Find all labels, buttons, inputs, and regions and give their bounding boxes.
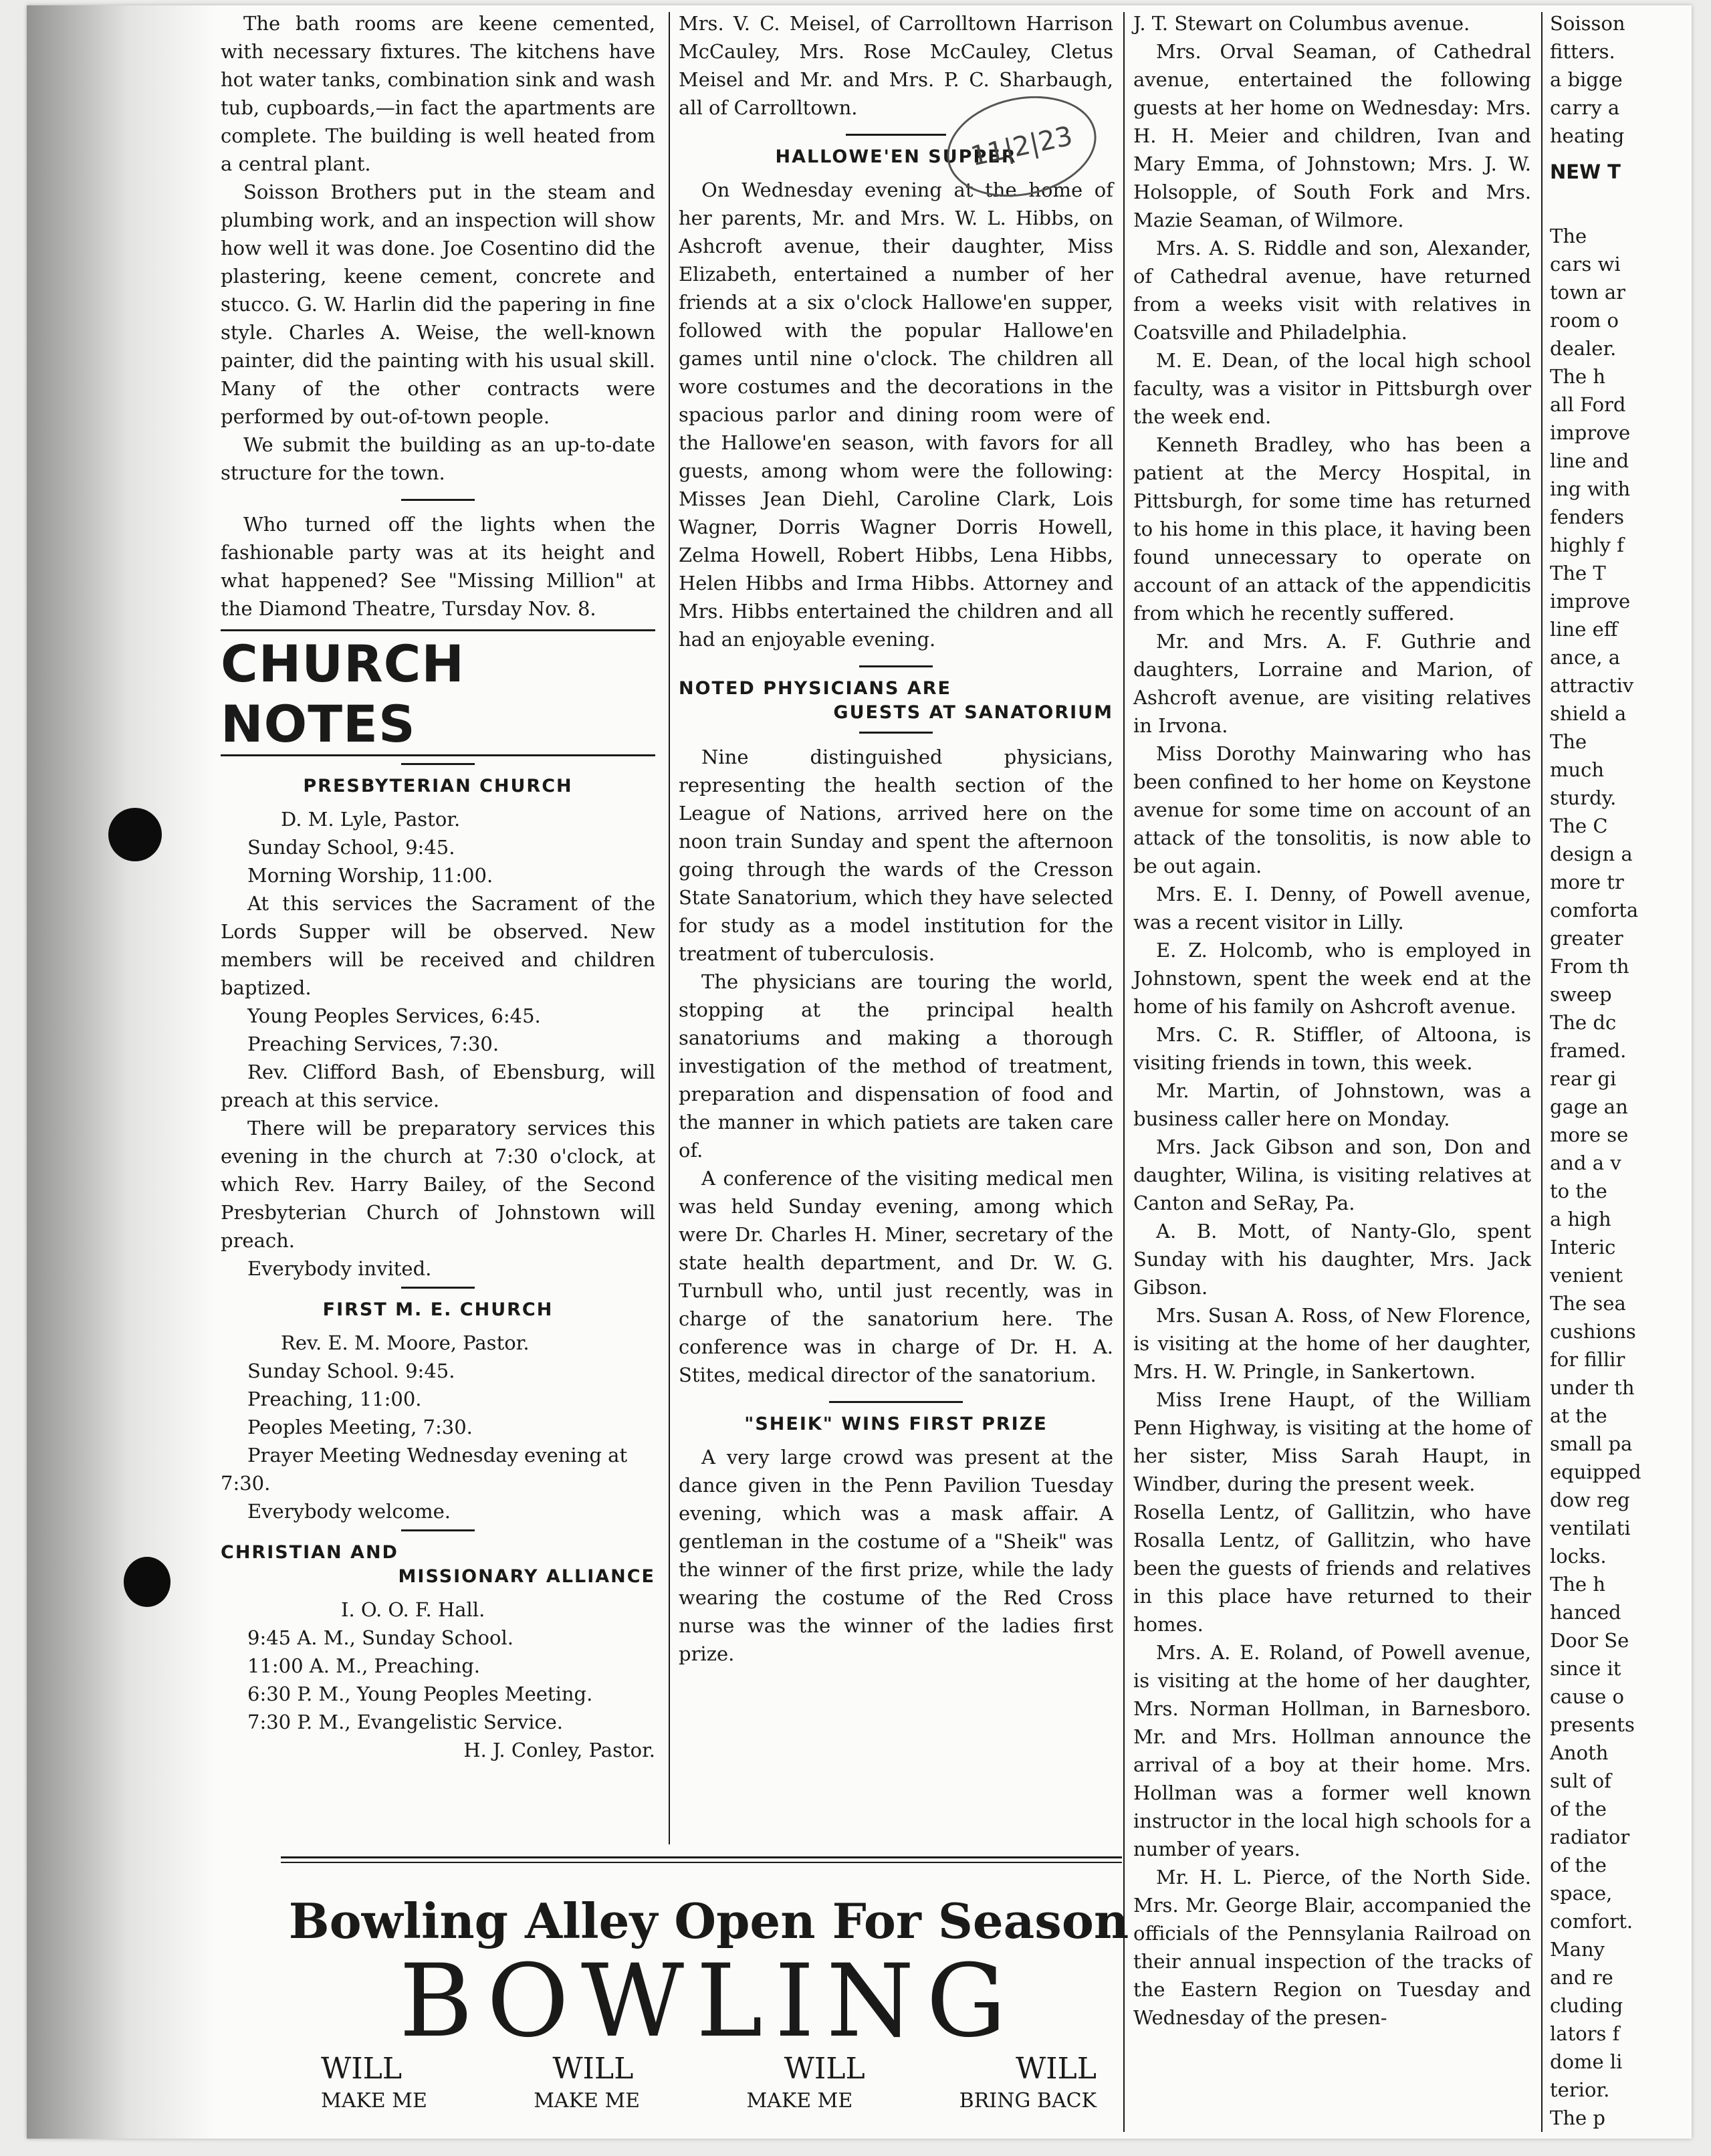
clipped-line: highly f [1550,534,1624,556]
clipped-line: improve [1550,421,1631,444]
schedule-line: Sunday School, 9:45. [247,836,455,859]
clipped-line: fitters. [1550,40,1615,63]
ad-make: BRING BACK [959,2089,1097,2113]
clipped-line: Door Se [1550,1629,1629,1652]
article-paragraph: Kenneth Bradley, who has been a patient at the Mercy Hospital, in Pittsburgh, for some time has returned to his home in this place, it having been found unnecessary to operate on account of an attack of the appendicitis from which he recently suffered. [1133,433,1531,625]
clipped-line: The T [1550,562,1606,584]
article-paragraph: J. T. Stewart on Columbus avenue. [1133,12,1470,35]
clipped-line: venient [1550,1264,1623,1287]
clipped-line: terior. [1550,2078,1610,2101]
punch-hole-2 [124,1557,170,1607]
clipped-line: The h [1550,365,1606,388]
first-me-section [221,1329,655,1525]
article-paragraph: Nine distinguished physicians, representing the health section of the League of Nations, arrived here on the noon train Sunday and spent the afternoon going through the wards of the Cresson State Sanatorium, which they have selected for study as a model institution for the treatment of tuberculosis. [679,746,1113,965]
first-me-heading: FIRST M. E. CHURCH [322,1299,554,1320]
clipped-line: NEW T [1550,160,1621,183]
column-rule-2 [1123,12,1125,2132]
clipped-line: comfort. [1550,1910,1633,1933]
handwritten-date-stamp: 11|2|23 [937,83,1105,210]
clipped-line: gage an [1550,1095,1628,1118]
divider [221,629,655,631]
schedule-line: 11:00 A. M., Preaching. [247,1654,480,1677]
clipped-line [1550,194,1684,222]
column-rule-3 [1541,12,1543,2132]
schedule-line: Young Peoples Services, 6:45. [247,1004,541,1027]
clipped-line: sult of [1550,1769,1611,1792]
article-paragraph: E. Z. Holcomb, who is employed in Johnstown, spent the week end at the home of his family on Ashcroft avenue. [1133,939,1531,1018]
ad-make: MAKE ME [321,2089,427,2113]
halloween-heading: HALLOWE'EN SUPPER [775,146,1017,167]
clipped-line: all Ford [1550,393,1626,416]
article-paragraph: A very large crowd was present at the dance given in the Penn Pavilion Tuesday evening, which was a mask affair. A gentleman in the costume of a "Sheik" was the winner of the first prize, while the lady wearing the costume of the Red Cross nurse was the winner of the ladies first prize. [679,1446,1113,1665]
alliance-heading-1: CHRISTIAN AND [221,1542,398,1563]
clipped-line: lators f [1550,2022,1620,2045]
clipped-line: Soisson [1550,12,1625,35]
clipped-line: ventilati [1550,1517,1631,1539]
article-paragraph: The physicians are touring the world, stopping at the principal health sanatoriums and making a thorough investigation of the method of treatment, preparation and dispensation of food and the manner in which patiets are taken care of. [679,970,1113,1162]
ad-will: WILL [552,2052,634,2086]
article-paragraph: Mrs. V. C. Meisel, of Carrolltown Harrison McCauley, Mrs. Rose McCauley, Cletus Meisel and Mr. and Mrs. P. C. Sharbaugh, all of Carrolltown. [679,12,1113,119]
schedule-line: Peoples Meeting, 7:30. [247,1416,473,1438]
clipped-line: cushions [1550,1320,1636,1343]
column-rule-1 [669,12,670,1844]
clipped-line: and a v [1550,1152,1621,1174]
divider [401,1287,475,1289]
clipped-line: heating [1550,124,1625,147]
clipped-line: a high [1550,1208,1611,1230]
article-paragraph: On Wednesday evening at the home of her parents, Mr. and Mrs. W. L. Hibbs, on Ashcroft avenue, their daughter, Miss Elizabeth, entertained a number of her friends at a six o'clock Hallowe'en supper, followed with the popular Hallowe'en games until nine o'clock. The children all wore costumes and the decorations in the spacious parlor and dining room were of the Hallowe'en season, with favors for all guests, among whom were the following: Misses Jean Diehl, Caroline Clark, Lois Wagner, Dorris Wagner Dorris Howell, Zelma Howell, Robert Hibbs, Lena Hibbs, Helen Hibbs and Irma Hibbs. Attorney and Mrs. Hibbs entertained the children and all had an enjoyable evening. [679,179,1113,651]
clipped-line: Many [1550,1938,1605,1961]
clipped-line: for fillir [1550,1348,1625,1371]
clipped-line: dealer. [1550,337,1617,360]
column-4-clipped [1550,9,1684,2132]
clipped-line: The h [1550,1573,1606,1596]
article-paragraph: Rev. Clifford Bash, of Ebensburg, will preach at this service. [221,1061,655,1111]
article-paragraph: Mrs. A. S. Riddle and son, Alexander, of Cathedral avenue, have returned from a weeks visit with relatives in Coatsville and Philadelphia. [1133,237,1531,344]
clipped-line: shield a [1550,702,1627,725]
clipped-line: locks. [1550,1545,1607,1568]
clipped-line: equipped [1550,1461,1641,1483]
schedule-line: H. J. Conley, Pastor. [463,1739,655,1761]
ad-make-row [281,2086,1137,2116]
ad-rule-top-2 [281,1862,1122,1863]
divider [859,665,933,667]
clipped-line: Interic [1550,1236,1616,1259]
clipped-line: much [1550,758,1605,781]
schedule-line: Morning Worship, 11:00. [247,864,493,887]
clipped-line: The [1550,730,1587,753]
article-paragraph: Mrs. A. E. Roland, of Powell avenue, is visiting at the home of her daughter, Mrs. Norman Hollman, in Barnesboro. Mr. and Mrs. Hollman announce the arrival of a boy at their home. Mrs. Hollman was a former well known instructor in the local high schools for a number of years. [1133,1641,1531,1860]
ad-make: MAKE ME [746,2089,853,2113]
ad-will: WILL [321,2052,403,2086]
article-paragraph: Mrs. Jack Gibson and son, Don and daughter, Wilina, is visiting relatives at Canton and SeRay, Pa. [1133,1136,1531,1214]
divider [401,763,475,765]
church-notes-title: CHURCH NOTES [221,634,465,754]
presbyterian-heading: PRESBYTERIAN CHURCH [303,776,573,796]
article-paragraph: Miss Irene Haupt, of the William Penn Highway, is visiting at the home of her sister, Miss Sarah Haupt, in Windber, during the present week. [1133,1388,1531,1495]
article-paragraph: Mr. Martin, of Johnstown, was a business caller here on Monday. [1133,1079,1531,1130]
clipped-line: of the [1550,1854,1607,1876]
clipped-line: comforta [1550,899,1639,922]
clipped-line: The [1550,225,1587,247]
clipped-line: cause o [1550,1685,1624,1708]
clipped-line: line eff [1550,618,1618,641]
article-paragraph: At this services the Sacrament of the Lords Supper will be observed. New members will be received and children baptized. [221,892,655,999]
clipped-line: more se [1550,1123,1629,1146]
article-paragraph: Mrs. E. I. Denny, of Powell avenue, was a recent visitor in Lilly. [1133,883,1531,934]
article-paragraph: Mrs. C. R. Stiffler, of Altoona, is visiting friends in town, this week. [1133,1023,1531,1074]
clipped-line: and re [1550,1966,1613,1989]
schedule-line: Everybody invited. [247,1257,432,1280]
physicians-heading-1: NOTED PHYSICIANS ARE [679,678,951,699]
article-paragraph: Rosella Lentz, of Gallitzin, who have Rosalla Lentz, of Gallitzin, who have been the guests of friends and relatives in this place have returned to their homes. [1133,1501,1531,1636]
schedule-line: Prayer Meeting Wednesday evening at 7:30. [221,1444,628,1495]
clipped-line: space, [1550,1882,1613,1905]
ad-rule-top [281,1856,1122,1858]
clipped-line: The dc [1550,1011,1617,1034]
clipped-line: more tr [1550,871,1624,893]
schedule-line: I. O. O. F. Hall. [341,1598,485,1621]
clipped-line: ing with [1550,477,1631,500]
schedule-line: D. M. Lyle, Pastor. [281,808,461,831]
clipped-line: The p [1550,2107,1605,2129]
clipped-line: attractiv [1550,674,1634,697]
scan-shadow [27,5,214,2139]
column-3 [1133,9,1531,2032]
clipped-line: at the [1550,1404,1607,1427]
clipped-line: cars wi [1550,253,1621,276]
divider [401,499,475,501]
article-paragraph: Mrs. Orval Seaman, of Cathedral avenue, entertained the following guests at her home on Wednesday: Mrs. H. H. Meier and children, Ivan and Mary Emma, of Johnstown; Mrs. J. W. Holsopple, of South Fork and Mrs. Mazie Seaman, of Wilmore. [1133,40,1531,231]
clipped-line: cluding [1550,1994,1623,2017]
clipped-line: carry a [1550,96,1620,119]
punch-hole-1 [108,808,162,861]
clipped-line: improve [1550,590,1631,613]
clipped-line: fenders [1550,506,1625,528]
article-paragraph: There will be preparatory services this evening in the church at 7:30 o'clock, at which Rev. Harry Bailey, of the Second Presbyterian Church of Johnstown will preach. [221,1117,655,1252]
schedule-line: 7:30 P. M., Evangelistic Service. [247,1711,564,1733]
clipped-line: of the [1550,1798,1607,1820]
article-paragraph: Mr. and Mrs. A. F. Guthrie and daughters, Lorraine and Marion, of Ashcroft avenue, are visiting relatives in Irvona. [1133,630,1531,737]
presbyterian-section [221,805,655,1283]
clipped-line: From th [1550,955,1629,978]
ad-will: WILL [1015,2052,1097,2086]
sheik-heading: "SHEIK" WINS FIRST PRIZE [744,1414,1048,1434]
article-paragraph: The bath rooms are keene cemented, with necessary fixtures. The kitchens have hot water tanks, combination sink and wash tub, cupboards,—in fact the apartments are complete. The building is well heated from a central plant. [221,12,655,175]
clipped-line: hanced [1550,1601,1621,1624]
alliance-section [221,1596,655,1764]
clipped-line: radiator [1550,1826,1630,1848]
clipped-line: under th [1550,1376,1635,1399]
article-paragraph: Miss Dorothy Mainwaring who has been confined to her home on Keystone avenue for some time on account of an attack of the tonsolitis, is now able to be out again. [1133,742,1531,877]
ad-bowling-word: BOWLING [398,1943,1019,2060]
divider [846,134,946,136]
schedule-line: 9:45 A. M., Sunday School. [247,1626,514,1649]
schedule-line: Preaching, 11:00. [247,1388,422,1410]
article-paragraph: A conference of the visiting medical men was held Sunday evening, among which were Dr. Charles H. Miner, secretary of the state health department, and Dr. W. G. Turnbull who, until just recently, was in charge of the sanatorium here. The conference was in charge of Dr. H. A. Stites, medical director of the sanatorium. [679,1167,1113,1386]
ad-title: Bowling Alley Open For Season [288,1893,1129,1949]
clipped-line: line and [1550,449,1629,472]
notice-paragraph: Who turned off the lights when the fashionable party was at its height and what happened? See "Missing Million" at the Diamond Theatre, Tursday Nov. 8. [221,513,655,620]
schedule-line: Sunday School. 9:45. [247,1360,455,1382]
schedule-line: Everybody welcome. [247,1500,451,1523]
clipped-line: a bigge [1550,68,1623,91]
clipped-line: The sea [1550,1292,1626,1315]
clipped-line: greater [1550,927,1623,950]
clipped-line: since it [1550,1657,1621,1680]
article-paragraph: M. E. Dean, of the local high school faculty, was a visitor in Pittsburgh over the week end. [1133,349,1531,428]
clipped-line: dow reg [1550,1489,1630,1511]
divider [221,754,655,756]
column-2 [679,9,1113,1668]
clipped-line: framed. [1550,1039,1627,1062]
clipped-line: ance, a [1550,646,1621,669]
schedule-line: 6:30 P. M., Young Peoples Meeting. [247,1683,593,1705]
clipped-line: Anoth [1550,1741,1609,1764]
clipped-line: small pa [1550,1432,1633,1455]
schedule-line: Rev. E. M. Moore, Pastor. [281,1331,530,1354]
newspaper-page [27,5,1692,2139]
divider [829,1401,963,1403]
article-paragraph: Mrs. Susan A. Ross, of New Florence, is visiting at the home of her daughter, Mrs. H. W. Pringle, in Sankertown. [1133,1304,1531,1383]
clipped-line: sweep [1550,983,1612,1006]
clipped-line: room o [1550,309,1619,332]
clipped-line: The C [1550,815,1608,837]
clipped-line: rear gi [1550,1067,1617,1090]
ad-make: MAKE ME [534,2089,641,2113]
bowling-ad [281,1878,1137,2125]
article-paragraph: We submit the building as an up-to-date structure for the town. [221,433,655,484]
article-paragraph: Mr. H. L. Pierce, of the North Side. Mrs. Mr. George Blair, accompanied the officials of the Pennsylania Railroad on their annual inspection of the tracks of the Eastern Region on Tuesday and Wednesday of the presen- [1133,1866,1531,2029]
clipped-line: design a [1550,843,1633,865]
clipped-line: presents [1550,1713,1635,1736]
schedule-line: Preaching Services, 7:30. [247,1033,499,1055]
clipped-line: dome li [1550,2050,1623,2073]
article-paragraph: A. B. Mott, of Nanty-Glo, spent Sunday with his daughter, Mrs. Jack Gibson. [1133,1220,1531,1299]
clipped-line: town ar [1550,281,1625,304]
divider [859,732,933,734]
physicians-heading-2: GUESTS AT SANATORIUM [833,702,1113,723]
article-paragraph: Soisson Brothers put in the steam and plumbing work, and an inspection will show how well it was done. Joe Cosentino did the plastering, keene cement, concrete and stucco. G. W. Harlin did the papering in fine style. Charles A. Weise, the well-known painter, did the painting with his usual skill. Many of the other contracts were performed by out-of-town people. [221,181,655,428]
clipped-line: to the [1550,1180,1607,1202]
clipped-line: sturdy. [1550,786,1617,809]
ad-will: WILL [784,2052,865,2086]
column-1 [221,9,655,1764]
divider [401,1529,475,1531]
alliance-heading-2: MISSIONARY ALLIANCE [398,1566,655,1587]
